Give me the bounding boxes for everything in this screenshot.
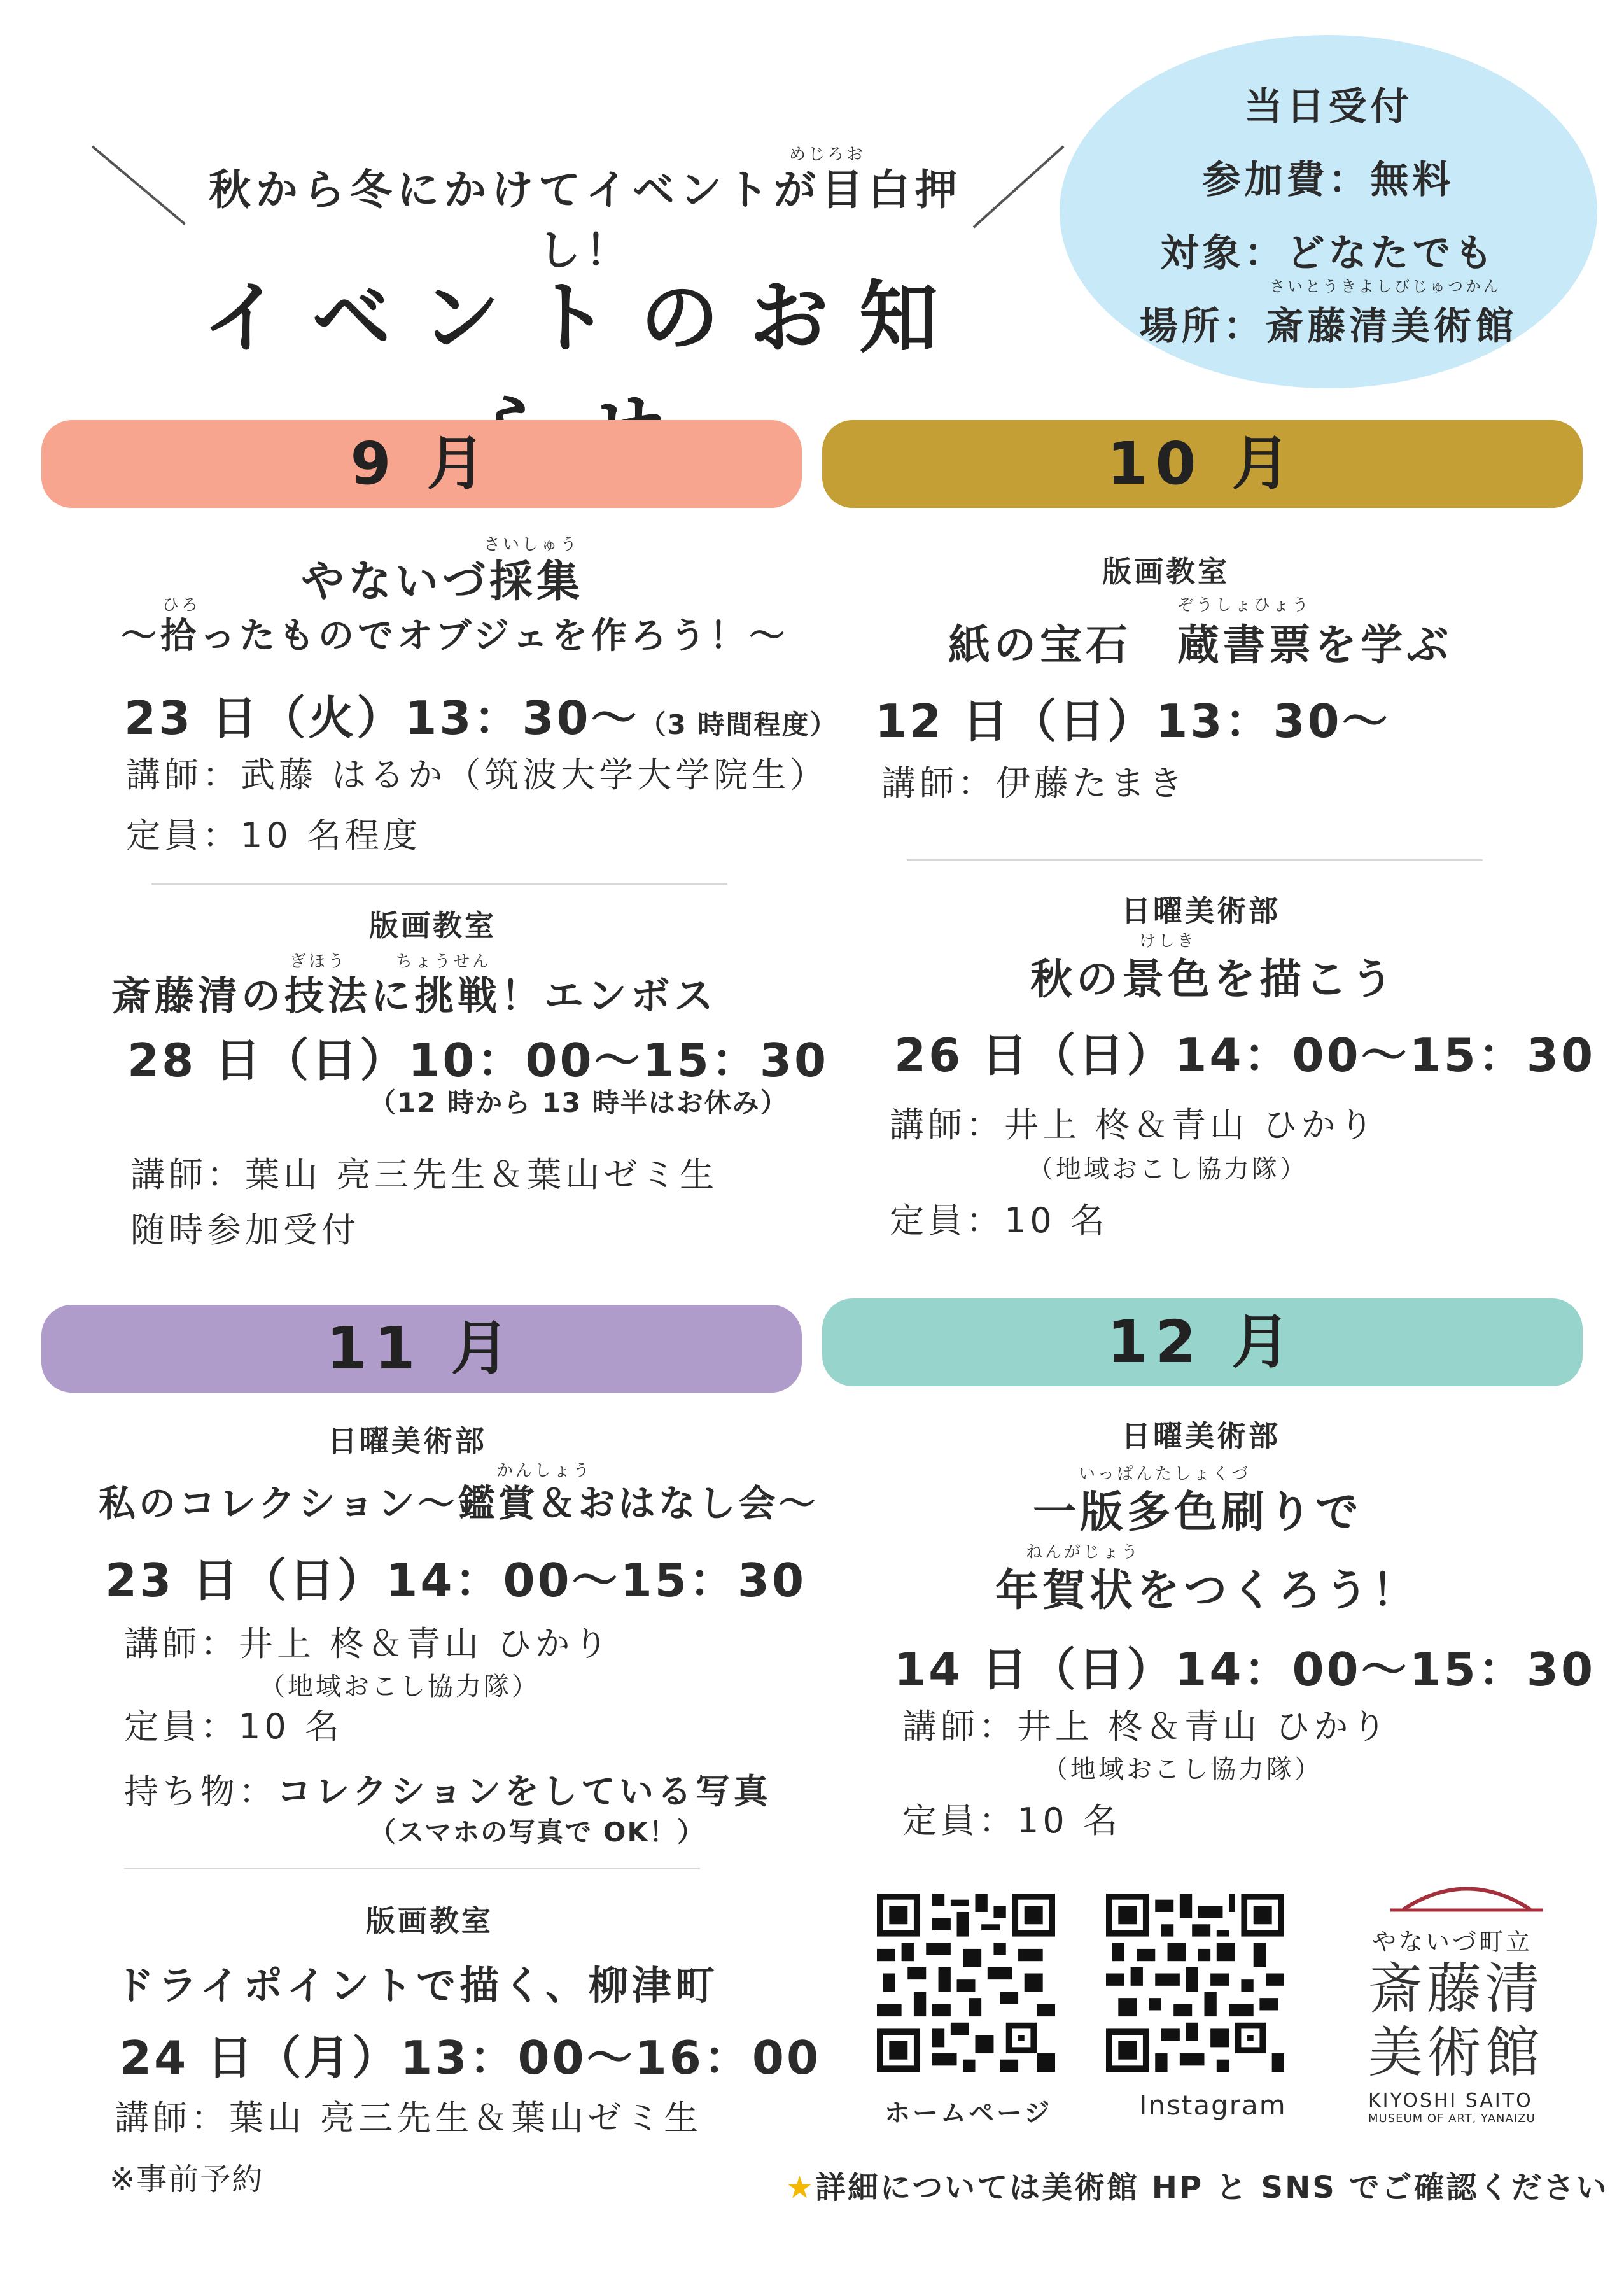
sep2-date: 28 日（日）10：00～15：30 — [127, 1034, 829, 1087]
dec1-title-ruby-2: ねんがじょう — [1026, 1543, 1141, 1562]
details-note — [786, 2163, 1609, 2207]
dec1-title-ruby-1: いっぱんたしょくづ — [1079, 1465, 1251, 1484]
header-subtitle: 秋から冬にかけてイベントが目白押し！ — [209, 165, 962, 275]
details-text: 詳細については美術館 HP と SNS でご確認ください — [815, 2170, 1609, 2205]
nov-divider — [124, 1868, 700, 1869]
info-fee: 参加費：無料 — [1202, 158, 1455, 202]
nov1-bring — [124, 1764, 772, 1813]
homepage-qr-code[interactable] — [877, 1894, 1055, 2072]
nov1-title: 私のコレクション～鑑賞＆おはなし会～ — [99, 1482, 819, 1525]
museum-logo — [1368, 1922, 1559, 2125]
sep1-teacher: 講師：武藤 はるか（筑波大学大学院生） — [126, 755, 829, 795]
sep2-ruby-2: ちょうせん — [396, 952, 492, 971]
oct2-category: 日曜美術部 — [1121, 894, 1280, 928]
month-bar-october: 10 月 — [822, 420, 1583, 508]
oct2-title-ruby: けしき — [1139, 932, 1197, 951]
oct1-date: 12 日（日）13：30～ — [875, 694, 1390, 748]
nov1-teacher: 講師：井上 柊＆青山 ひかり — [124, 1624, 612, 1664]
instagram-qr-label: Instagram — [1139, 2090, 1287, 2121]
nov1-bring-note: （スマホの写真で OK！） — [369, 1817, 706, 1848]
museum-logo-arc-icon — [1390, 1874, 1543, 1913]
nov1-bring-label: 持ち物： — [124, 1771, 277, 1811]
instagram-qr-code[interactable] — [1106, 1894, 1284, 2072]
oct2-teacher: 講師：井上 柊＆青山 ひかり — [890, 1105, 1378, 1145]
month-bar-december: 12 月 — [822, 1298, 1583, 1386]
oct-divider — [907, 859, 1483, 861]
nov2-teacher: 講師：葉山 亮三先生＆葉山ゼミ生 — [115, 2098, 703, 2138]
sep2-title: 斎藤清の技法に挑戦！エンボス — [111, 973, 718, 1019]
sep2-ruby-1: ぎほう — [290, 952, 347, 971]
sep1-subtitle-ruby: ひろ — [162, 596, 201, 615]
dec1-date: 14 日（日）14：00～15：30 — [894, 1643, 1596, 1696]
nov2-date: 24 日（月）13：00～16：00 — [120, 2031, 822, 2085]
nov2-note: ※事前予約 — [109, 2162, 264, 2197]
logo-name-2: 美術館 — [1368, 2021, 1544, 2085]
nov1-bring-item: コレクションをしている写真 — [277, 1771, 772, 1811]
dec1-teacher: 講師：井上 柊＆青山 ひかり — [902, 1706, 1390, 1747]
page-title: イベントのお知 — [202, 272, 969, 364]
sep2-date-note: （12 時から 13 時半はお休み） — [369, 1087, 788, 1118]
info-place-ruby: さいとうきよしびじゅつかん — [1270, 278, 1501, 295]
sep1-title-ruby: さいしゅう — [484, 535, 580, 554]
sep2-category: 版画教室 — [369, 908, 496, 943]
nov1-category: 日曜美術部 — [328, 1424, 487, 1458]
dec1-title-1: 一版多色刷りで — [1032, 1487, 1362, 1538]
logo-english-2: MUSEUM OF ART, YANAIZU — [1368, 2112, 1536, 2125]
nov2-category: 版画教室 — [366, 1904, 493, 1938]
sep1-date-text: 23 日（火）13：30～ — [124, 691, 640, 745]
sep1-capacity: 定員：10 名程度 — [126, 815, 421, 855]
sep1-date-note: （3 時間程度） — [639, 709, 838, 740]
sep2-teacher: 講師：葉山 亮三先生＆葉山ゼミ生 — [130, 1155, 718, 1195]
info-place: 場所：斎藤清美術館 — [1139, 304, 1518, 349]
info-oval — [1060, 35, 1597, 388]
dec1-capacity: 定員：10 名 — [902, 1801, 1121, 1841]
star-icon: ★ — [786, 2170, 816, 2205]
info-target: 対象：どなたでも — [1160, 231, 1497, 276]
oct1-category: 版画教室 — [1102, 554, 1229, 589]
month-bar-november: 11 月 — [41, 1305, 802, 1393]
oct2-title: 秋の景色を描こう — [1030, 955, 1397, 1004]
info-reception: 当日受付 — [1244, 85, 1413, 129]
nov1-date: 23 日（日）14：00～15：30 — [105, 1554, 807, 1607]
oct2-teacher-note: （地域おこし協力隊） — [1028, 1155, 1308, 1184]
dec1-teacher-note: （地域おこし協力隊） — [1042, 1755, 1322, 1784]
month-bar-september: 9 月 — [41, 420, 802, 508]
homepage-qr-label: ホームページ — [885, 2099, 1053, 2128]
nov1-teacher-note: （地域おこし協力隊） — [260, 1672, 540, 1701]
oct1-teacher: 講師：伊藤たまき — [881, 763, 1187, 803]
oct1-title: 紙の宝石 蔵書票を学ぶ — [948, 621, 1452, 670]
logo-town: やないづ町立 — [1372, 1928, 1533, 1956]
logo-english-1: KIYOSHI SAITO — [1368, 2090, 1533, 2112]
nov1-title-ruby: かんしょう — [496, 1461, 592, 1480]
oct2-date: 26 日（日）14：00～15：30 — [894, 1029, 1596, 1082]
sep-divider — [151, 883, 727, 885]
nov2-title: ドライポイントで描く、柳津町 — [115, 1962, 718, 2009]
sep1-subtitle: ～拾ったものでオブジェを作ろう！～ — [121, 615, 788, 657]
oct1-title-ruby: ぞうしょひょう — [1177, 596, 1312, 615]
subtitle-ruby: めじろお — [789, 145, 866, 164]
oct2-capacity: 定員：10 名 — [890, 1200, 1109, 1241]
sep1-date — [124, 681, 838, 747]
sep1-title: やないづ採集 — [300, 557, 584, 607]
nov1-capacity: 定員：10 名 — [124, 1706, 343, 1747]
logo-name-1: 斎藤清 — [1368, 1957, 1544, 2021]
sep2-extra: 随時参加受付 — [130, 1210, 360, 1250]
dec1-title-2: 年賀状をつくろう！ — [995, 1566, 1419, 1616]
dec1-category: 日曜美術部 — [1121, 1419, 1280, 1453]
